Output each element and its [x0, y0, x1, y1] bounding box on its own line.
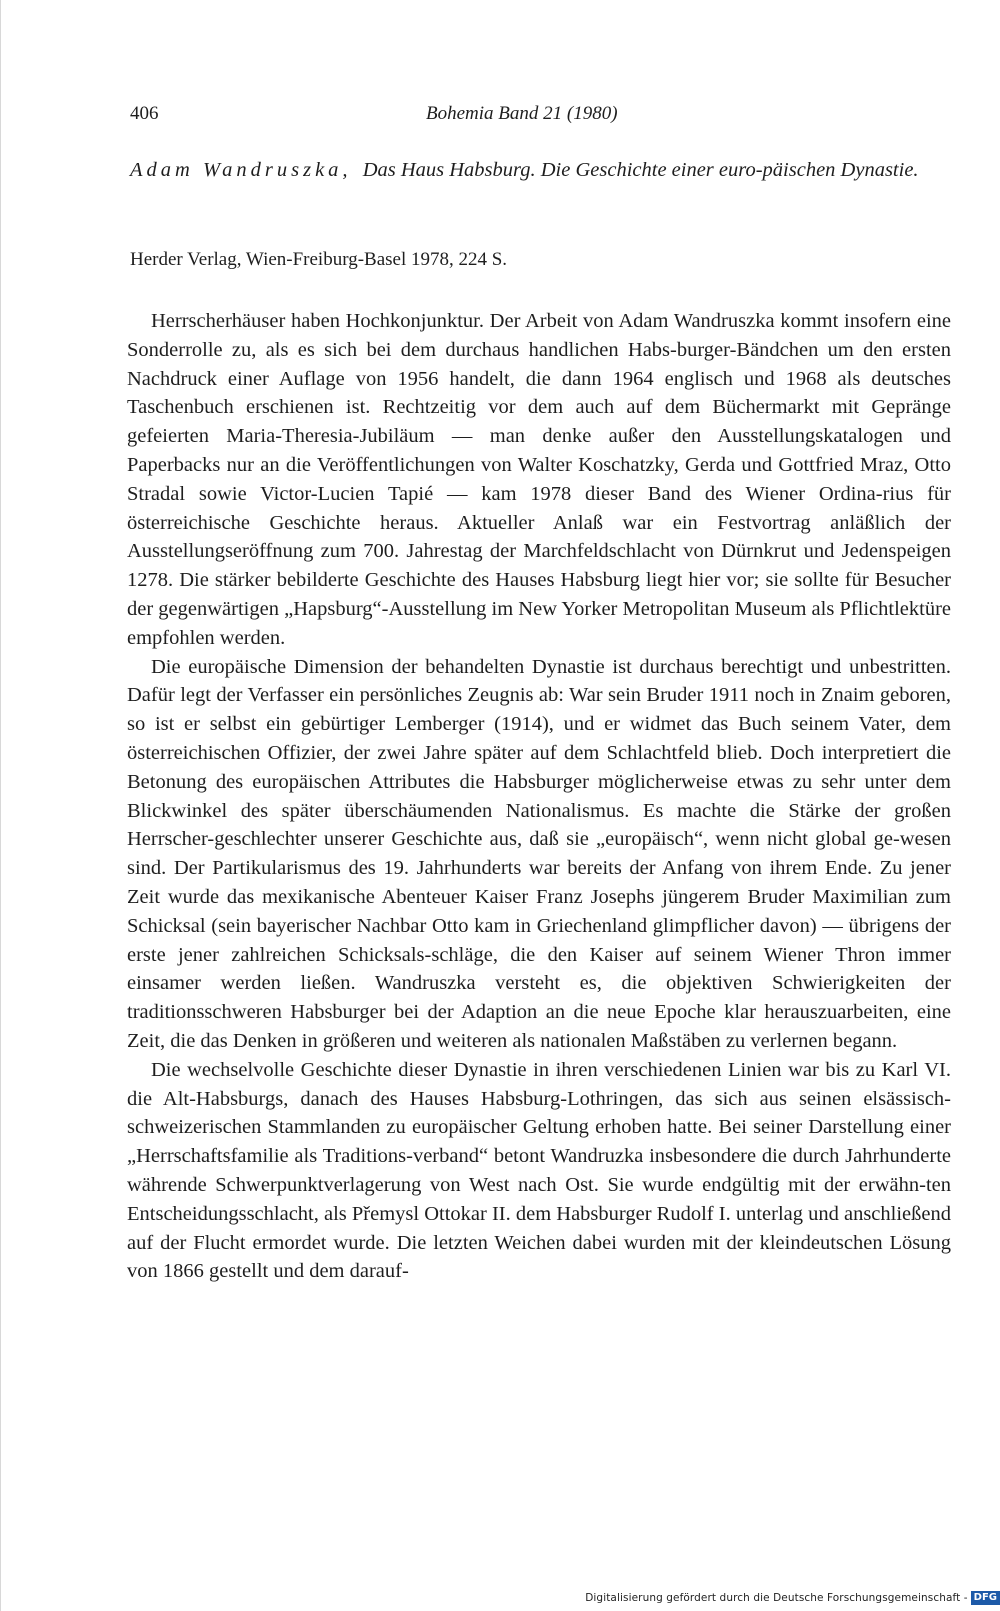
book-title: Das Haus Habsburg. Die Geschichte einer euro-päischen Dynastie.: [362, 159, 919, 181]
reviewed-book-title: [130, 156, 950, 185]
paragraph: Die wechselvolle Geschichte dieser Dynastie in ihren verschiedenen Linien war bis zu Karl VI. die Alt-Habsburgs, danach des Hauses Habsburg-Lothringen, das sich aus seinen elsässisch-schweizerischen Stammlanden zu europäischer Geltung erhoben hatte. Bei seiner Darstellung einer „Herrschaftsfamilie als Traditions-verband“ betont Wandruzka insbesondere die durch Jahrhunderte währende Schwerpunktverlagerung von West nach Ost. Sie wurde endgültig mit der erwähn-ten Entscheidungsschlacht, als Přemysl Ottokar II. dem Habsburger Rudolf I. unterlag und anschließend auf der Flucht ermordet wurde. Die letzten Weichen dabei wurden mit der kleindeutschen Lösung von 1866 gestellt und dem darauf-: [127, 1058, 951, 1283]
paragraph: Die europäische Dimension der behandelten Dynastie ist durchaus berechtigt und unbestritten. Dafür legt der Verfasser ein persönliches Zeugnis ab: War sein Bruder 1911 noch in Znaim geboren, so ist er selbst ein gebürtiger Lemberger (1914), und er widmet das Buch seinem Vater, dem österreichischen Offizier, der zwei Jahre später auf dem Schlachtfeld blieb. Doch interpretiert die Betonung des europäischen Attributes die Habsburger möglicherweise etwas zu sehr unter dem Blickwinkel des später überschäumenden Nationalismus. Es machte die Stärke der großen Herrscher-geschlechter unserer Geschichte aus, daß sie „europäisch“, wenn nicht global ge-wesen sind. Der Partikularismus des 19. Jahrhunderts war bereits der Anfang von ihrem Ende. Zu jener Zeit wurde das mexikanische Abenteuer Kaiser Franz Josephs jüngerem Bruder Maximilian zum Schicksal (sein bayerischer Nachbar Otto kam in Griechenland glimpflicher davon) — übrigens der erste jener zahlreichen Schicksals-schläge, die den Kaiser auf seinem Wiener Thron immer einsamer werden ließen. Wandruszka versteht es, die objektiven Schwierigkeiten der traditionsschweren Habsburger bei der Adaption an die neue Epoche klar herauszuarbeiten, eine Zeit, die das Denken in größeren und weiteren als nationalen Maßstäben zu verlernen begann.: [127, 655, 951, 1052]
digitization-footer: [585, 1591, 1000, 1605]
page-number: 406: [130, 103, 159, 124]
dfg-logo-icon: DFG: [971, 1591, 1000, 1605]
footer-credit: Digitalisierung gefördert durch die Deutsche Forschungsgemeinschaft -: [585, 1592, 968, 1604]
publisher-line: Herder Verlag, Wien-Freiburg-Basel 1978, 224 S.: [130, 249, 508, 270]
page-header: [130, 103, 950, 133]
book-author: Adam Wandruszka,: [130, 159, 352, 181]
paragraph: Herrscherhäuser haben Hochkonjunktur. Der Arbeit von Adam Wandruszka kommt insofern eine Sonderrolle zu, als es sich bei dem durchaus handlichen Habs-burger-Bändchen um den ersten Nachdruck einer Auflage von 1956 handelt, die dann 1964 englisch und 1968 als deutsches Taschenbuch erschienen ist. Rechtzeitig vor dem auch auf dem Büchermarkt mit Gepränge gefeierten Maria-Theresia-Jubiläum — man denke außer den Ausstellungskatalogen und Paperbacks nur an die Veröffentlichungen von Walter Koschatzky, Gerda und Gottfried Mraz, Otto Stradal sowie Victor-Lucien Tapié — kam 1978 dieser Band des Wiener Ordina-rius für österreichische Geschichte heraus. Aktueller Anlaß war ein Festvortrag anläßlich der Ausstellungseröffnung zum 700. Jahrestag der Marchfeldschlacht von Dürnkrut und Jedenspeigen 1278. Die stärker bebilderte Geschichte des Hauses Habsburg liegt hier vor; sie sollte für Besucher der gegenwärtigen „Hapsburg“-Ausstellung im New Yorker Metropolitan Museum als Pflichtlektüre empfohlen werden.: [127, 310, 952, 649]
running-head: Bohemia Band 21 (1980): [426, 103, 618, 124]
review-body: [127, 307, 951, 1286]
